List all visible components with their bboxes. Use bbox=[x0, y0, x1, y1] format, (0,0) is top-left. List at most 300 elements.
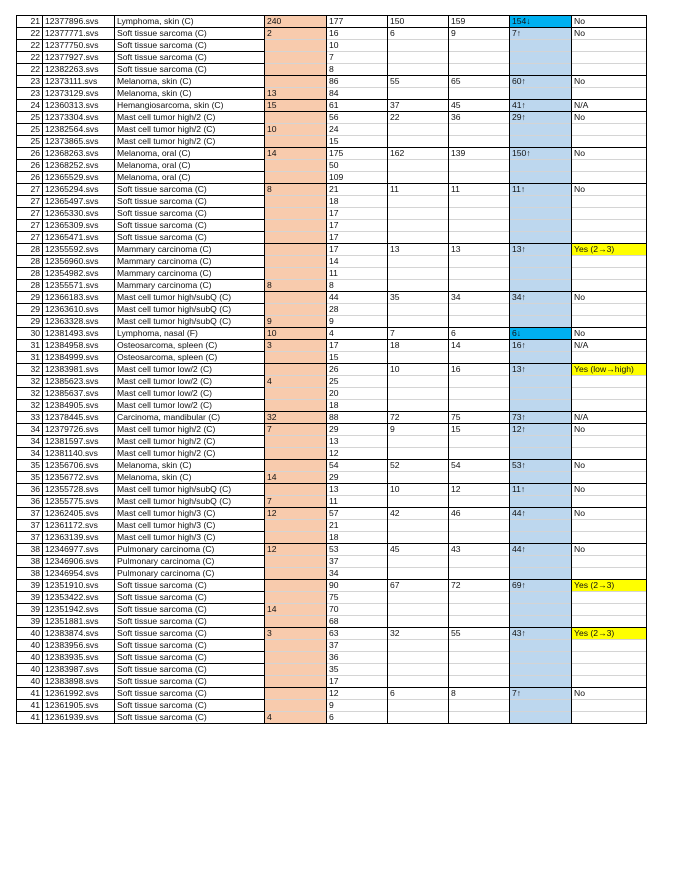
case-id-cell: 40 bbox=[17, 640, 43, 652]
count-b-cell: 13 bbox=[388, 244, 449, 256]
diagnosis-cell: Mammary carcinoma (C) bbox=[115, 280, 265, 292]
count-blue-cell: 6↓ bbox=[510, 328, 572, 340]
count-b-cell bbox=[388, 160, 449, 172]
case-id-cell: 32 bbox=[17, 364, 43, 376]
count-blue-cell: 154↓ bbox=[510, 16, 572, 28]
count-c-cell: 43 bbox=[449, 544, 510, 556]
diagnosis-cell: Mast cell tumor high/subQ (C) bbox=[115, 316, 265, 328]
slide-file-cell: 12365529.svs bbox=[43, 172, 115, 184]
count-c-cell: 34 bbox=[449, 292, 510, 304]
count-a-cell: 68 bbox=[327, 616, 388, 628]
change-cell: No bbox=[572, 28, 647, 40]
change-cell bbox=[572, 496, 647, 508]
change-cell: Yes (2→3) bbox=[572, 628, 647, 640]
diagnosis-cell: Osteosarcoma, spleen (C) bbox=[115, 340, 265, 352]
slide-file-cell: 12382263.svs bbox=[43, 64, 115, 76]
slide-file-cell: 12361905.svs bbox=[43, 700, 115, 712]
change-cell bbox=[572, 520, 647, 532]
change-cell bbox=[572, 232, 647, 244]
case-id-cell: 30 bbox=[17, 328, 43, 340]
case-id-cell: 31 bbox=[17, 340, 43, 352]
count-orange-cell bbox=[265, 688, 327, 700]
count-b-cell bbox=[388, 532, 449, 544]
count-orange-cell bbox=[265, 76, 327, 88]
diagnosis-cell: Soft tissue sarcoma (C) bbox=[115, 616, 265, 628]
change-cell bbox=[572, 316, 647, 328]
table-row bbox=[17, 184, 647, 196]
count-a-cell: 15 bbox=[327, 352, 388, 364]
slide-file-cell: 12384905.svs bbox=[43, 400, 115, 412]
slide-data-table bbox=[16, 15, 647, 724]
count-c-cell bbox=[449, 448, 510, 460]
change-cell bbox=[572, 352, 647, 364]
case-id-cell: 38 bbox=[17, 568, 43, 580]
slide-file-cell: 12373129.svs bbox=[43, 88, 115, 100]
count-c-cell bbox=[449, 568, 510, 580]
change-cell: No bbox=[572, 688, 647, 700]
change-cell: No bbox=[572, 292, 647, 304]
count-blue-cell bbox=[510, 88, 572, 100]
table-row bbox=[17, 628, 647, 640]
count-b-cell bbox=[388, 232, 449, 244]
case-id-cell: 40 bbox=[17, 664, 43, 676]
change-cell bbox=[572, 304, 647, 316]
slide-file-cell: 12361992.svs bbox=[43, 688, 115, 700]
count-blue-cell bbox=[510, 592, 572, 604]
case-id-cell: 40 bbox=[17, 652, 43, 664]
table-row bbox=[17, 16, 647, 28]
case-id-cell: 28 bbox=[17, 280, 43, 292]
diagnosis-cell: Pulmonary carcinoma (C) bbox=[115, 556, 265, 568]
slide-file-cell: 12361172.svs bbox=[43, 520, 115, 532]
count-c-cell bbox=[449, 520, 510, 532]
count-b-cell bbox=[388, 220, 449, 232]
case-id-cell: 39 bbox=[17, 592, 43, 604]
diagnosis-cell: Mast cell tumor high/2 (C) bbox=[115, 424, 265, 436]
count-orange-cell: 13 bbox=[265, 88, 327, 100]
count-orange-cell: 4 bbox=[265, 376, 327, 388]
diagnosis-cell: Soft tissue sarcoma (C) bbox=[115, 208, 265, 220]
count-b-cell: 72 bbox=[388, 412, 449, 424]
count-orange-cell: 3 bbox=[265, 628, 327, 640]
count-blue-cell bbox=[510, 316, 572, 328]
count-orange-cell bbox=[265, 292, 327, 304]
count-blue-cell: 29↑ bbox=[510, 112, 572, 124]
count-orange-cell bbox=[265, 256, 327, 268]
count-a-cell: 13 bbox=[327, 484, 388, 496]
change-cell bbox=[572, 664, 647, 676]
change-cell bbox=[572, 400, 647, 412]
count-b-cell bbox=[388, 208, 449, 220]
diagnosis-cell: Mast cell tumor high/2 (C) bbox=[115, 136, 265, 148]
count-orange-cell: 14 bbox=[265, 148, 327, 160]
change-cell bbox=[572, 124, 647, 136]
diagnosis-cell: Soft tissue sarcoma (C) bbox=[115, 688, 265, 700]
count-b-cell bbox=[388, 52, 449, 64]
diagnosis-cell: Soft tissue sarcoma (C) bbox=[115, 604, 265, 616]
count-blue-cell bbox=[510, 436, 572, 448]
count-b-cell: 6 bbox=[388, 688, 449, 700]
count-c-cell bbox=[449, 256, 510, 268]
count-b-cell: 37 bbox=[388, 100, 449, 112]
count-b-cell bbox=[388, 124, 449, 136]
change-cell bbox=[572, 64, 647, 76]
slide-file-cell: 12365330.svs bbox=[43, 208, 115, 220]
count-blue-cell bbox=[510, 136, 572, 148]
count-c-cell bbox=[449, 268, 510, 280]
slide-file-cell: 12383956.svs bbox=[43, 640, 115, 652]
count-orange-cell: 14 bbox=[265, 604, 327, 616]
change-cell: No bbox=[572, 544, 647, 556]
case-id-cell: 39 bbox=[17, 604, 43, 616]
diagnosis-cell: Mast cell tumor high/subQ (C) bbox=[115, 304, 265, 316]
table-row bbox=[17, 40, 647, 52]
slide-file-cell: 12366183.svs bbox=[43, 292, 115, 304]
case-id-cell: 29 bbox=[17, 316, 43, 328]
count-blue-cell bbox=[510, 52, 572, 64]
count-blue-cell: 44↑ bbox=[510, 508, 572, 520]
count-c-cell bbox=[449, 160, 510, 172]
case-id-cell: 22 bbox=[17, 64, 43, 76]
count-c-cell bbox=[449, 676, 510, 688]
count-c-cell bbox=[449, 172, 510, 184]
slide-file-cell: 12379726.svs bbox=[43, 424, 115, 436]
slide-file-cell: 12381597.svs bbox=[43, 436, 115, 448]
table-row bbox=[17, 292, 647, 304]
count-blue-cell bbox=[510, 568, 572, 580]
diagnosis-cell: Soft tissue sarcoma (C) bbox=[115, 652, 265, 664]
case-id-cell: 32 bbox=[17, 376, 43, 388]
diagnosis-cell: Hemangiosarcoma, skin (C) bbox=[115, 100, 265, 112]
count-a-cell: 61 bbox=[327, 100, 388, 112]
table-row bbox=[17, 556, 647, 568]
change-cell: No bbox=[572, 328, 647, 340]
slide-file-cell: 12373304.svs bbox=[43, 112, 115, 124]
change-cell: No bbox=[572, 184, 647, 196]
count-a-cell: 21 bbox=[327, 520, 388, 532]
count-c-cell bbox=[449, 436, 510, 448]
slide-file-cell: 12346977.svs bbox=[43, 544, 115, 556]
change-cell bbox=[572, 376, 647, 388]
count-b-cell: 18 bbox=[388, 340, 449, 352]
count-a-cell: 14 bbox=[327, 256, 388, 268]
count-b-cell bbox=[388, 40, 449, 52]
change-cell bbox=[572, 160, 647, 172]
case-id-cell: 38 bbox=[17, 556, 43, 568]
count-blue-cell bbox=[510, 64, 572, 76]
case-id-cell: 37 bbox=[17, 508, 43, 520]
table-row bbox=[17, 496, 647, 508]
diagnosis-cell: Soft tissue sarcoma (C) bbox=[115, 592, 265, 604]
table-row bbox=[17, 208, 647, 220]
count-blue-cell: 44↑ bbox=[510, 544, 572, 556]
count-blue-cell bbox=[510, 352, 572, 364]
slide-file-cell: 12377771.svs bbox=[43, 28, 115, 40]
diagnosis-cell: Mast cell tumor low/2 (C) bbox=[115, 364, 265, 376]
change-cell: No bbox=[572, 424, 647, 436]
table-row bbox=[17, 100, 647, 112]
count-a-cell: 18 bbox=[327, 196, 388, 208]
diagnosis-cell: Melanoma, skin (C) bbox=[115, 76, 265, 88]
count-a-cell: 88 bbox=[327, 412, 388, 424]
count-b-cell bbox=[388, 712, 449, 724]
count-blue-cell: 13↑ bbox=[510, 364, 572, 376]
diagnosis-cell: Mast cell tumor high/2 (C) bbox=[115, 448, 265, 460]
table-row bbox=[17, 580, 647, 592]
count-orange-cell bbox=[265, 136, 327, 148]
count-c-cell: 55 bbox=[449, 628, 510, 640]
case-id-cell: 21 bbox=[17, 16, 43, 28]
diagnosis-cell: Soft tissue sarcoma (C) bbox=[115, 700, 265, 712]
table-row bbox=[17, 400, 647, 412]
count-c-cell bbox=[449, 208, 510, 220]
diagnosis-cell: Melanoma, skin (C) bbox=[115, 472, 265, 484]
count-b-cell bbox=[388, 568, 449, 580]
table-row bbox=[17, 532, 647, 544]
table-row bbox=[17, 76, 647, 88]
count-c-cell bbox=[449, 700, 510, 712]
count-orange-cell bbox=[265, 556, 327, 568]
diagnosis-cell: Pulmonary carcinoma (C) bbox=[115, 568, 265, 580]
count-a-cell: 11 bbox=[327, 496, 388, 508]
count-a-cell: 26 bbox=[327, 364, 388, 376]
slide-file-cell: 12383987.svs bbox=[43, 664, 115, 676]
count-blue-cell bbox=[510, 268, 572, 280]
count-blue-cell bbox=[510, 220, 572, 232]
count-b-cell: 55 bbox=[388, 76, 449, 88]
slide-file-cell: 12385623.svs bbox=[43, 376, 115, 388]
diagnosis-cell: Soft tissue sarcoma (C) bbox=[115, 196, 265, 208]
count-a-cell: 17 bbox=[327, 340, 388, 352]
slide-file-cell: 12381493.svs bbox=[43, 328, 115, 340]
case-id-cell: 31 bbox=[17, 352, 43, 364]
count-orange-cell bbox=[265, 676, 327, 688]
slide-file-cell: 12363139.svs bbox=[43, 532, 115, 544]
count-c-cell bbox=[449, 400, 510, 412]
count-a-cell: 21 bbox=[327, 184, 388, 196]
count-a-cell: 18 bbox=[327, 532, 388, 544]
change-cell: No bbox=[572, 76, 647, 88]
slide-file-cell: 12363610.svs bbox=[43, 304, 115, 316]
table-row bbox=[17, 616, 647, 628]
diagnosis-cell: Melanoma, skin (C) bbox=[115, 88, 265, 100]
case-id-cell: 40 bbox=[17, 628, 43, 640]
count-b-cell: 9 bbox=[388, 424, 449, 436]
diagnosis-cell: Soft tissue sarcoma (C) bbox=[115, 64, 265, 76]
count-a-cell: 7 bbox=[327, 52, 388, 64]
count-blue-cell bbox=[510, 40, 572, 52]
count-a-cell: 9 bbox=[327, 700, 388, 712]
table-row bbox=[17, 508, 647, 520]
table-row bbox=[17, 652, 647, 664]
slide-file-cell: 12383874.svs bbox=[43, 628, 115, 640]
diagnosis-cell: Soft tissue sarcoma (C) bbox=[115, 52, 265, 64]
case-id-cell: 39 bbox=[17, 580, 43, 592]
table-row bbox=[17, 64, 647, 76]
count-a-cell: 29 bbox=[327, 424, 388, 436]
count-a-cell: 86 bbox=[327, 76, 388, 88]
count-c-cell bbox=[449, 532, 510, 544]
count-b-cell bbox=[388, 616, 449, 628]
case-id-cell: 41 bbox=[17, 688, 43, 700]
count-blue-cell bbox=[510, 196, 572, 208]
count-a-cell: 11 bbox=[327, 268, 388, 280]
count-blue-cell: 53↑ bbox=[510, 460, 572, 472]
diagnosis-cell: Soft tissue sarcoma (C) bbox=[115, 664, 265, 676]
slide-file-cell: 12368252.svs bbox=[43, 160, 115, 172]
change-cell bbox=[572, 88, 647, 100]
count-orange-cell: 10 bbox=[265, 328, 327, 340]
count-b-cell bbox=[388, 676, 449, 688]
count-c-cell bbox=[449, 220, 510, 232]
count-c-cell bbox=[449, 232, 510, 244]
change-cell bbox=[572, 472, 647, 484]
diagnosis-cell: Melanoma, oral (C) bbox=[115, 160, 265, 172]
count-c-cell: 72 bbox=[449, 580, 510, 592]
table-row bbox=[17, 484, 647, 496]
change-cell: N/A bbox=[572, 340, 647, 352]
count-blue-cell bbox=[510, 124, 572, 136]
count-a-cell: 75 bbox=[327, 592, 388, 604]
count-c-cell: 13 bbox=[449, 244, 510, 256]
count-blue-cell bbox=[510, 616, 572, 628]
change-cell bbox=[572, 52, 647, 64]
change-cell bbox=[572, 700, 647, 712]
table-row bbox=[17, 160, 647, 172]
count-b-cell: 6 bbox=[388, 28, 449, 40]
diagnosis-cell: Soft tissue sarcoma (C) bbox=[115, 712, 265, 724]
table-row bbox=[17, 436, 647, 448]
change-cell: Yes (2→3) bbox=[572, 580, 647, 592]
count-blue-cell: 41↑ bbox=[510, 100, 572, 112]
change-cell: Yes (2→3) bbox=[572, 244, 647, 256]
case-id-cell: 41 bbox=[17, 700, 43, 712]
slide-file-cell: 12377896.svs bbox=[43, 16, 115, 28]
table-row bbox=[17, 460, 647, 472]
change-cell: No bbox=[572, 112, 647, 124]
count-c-cell: 14 bbox=[449, 340, 510, 352]
case-id-cell: 32 bbox=[17, 400, 43, 412]
count-b-cell: 32 bbox=[388, 628, 449, 640]
count-c-cell: 36 bbox=[449, 112, 510, 124]
count-a-cell: 53 bbox=[327, 544, 388, 556]
diagnosis-cell: Mast cell tumor high/2 (C) bbox=[115, 112, 265, 124]
count-a-cell: 18 bbox=[327, 400, 388, 412]
case-id-cell: 37 bbox=[17, 520, 43, 532]
count-blue-cell: 13↑ bbox=[510, 244, 572, 256]
count-orange-cell: 14 bbox=[265, 472, 327, 484]
count-orange-cell: 7 bbox=[265, 496, 327, 508]
count-a-cell: 84 bbox=[327, 88, 388, 100]
count-blue-cell: 16↑ bbox=[510, 340, 572, 352]
count-blue-cell bbox=[510, 652, 572, 664]
count-orange-cell: 8 bbox=[265, 184, 327, 196]
count-a-cell: 12 bbox=[327, 688, 388, 700]
count-orange-cell bbox=[265, 220, 327, 232]
count-b-cell bbox=[388, 280, 449, 292]
diagnosis-cell: Mammary carcinoma (C) bbox=[115, 244, 265, 256]
count-c-cell: 65 bbox=[449, 76, 510, 88]
count-c-cell bbox=[449, 136, 510, 148]
table-row bbox=[17, 412, 647, 424]
count-c-cell bbox=[449, 604, 510, 616]
change-cell: No bbox=[572, 148, 647, 160]
count-a-cell: 17 bbox=[327, 232, 388, 244]
table-row bbox=[17, 592, 647, 604]
table-row bbox=[17, 448, 647, 460]
slide-file-cell: 12384958.svs bbox=[43, 340, 115, 352]
count-c-cell bbox=[449, 196, 510, 208]
count-blue-cell: 73↑ bbox=[510, 412, 572, 424]
count-a-cell: 16 bbox=[327, 28, 388, 40]
count-c-cell: 16 bbox=[449, 364, 510, 376]
count-b-cell: 162 bbox=[388, 148, 449, 160]
change-cell bbox=[572, 448, 647, 460]
case-id-cell: 26 bbox=[17, 160, 43, 172]
case-id-cell: 27 bbox=[17, 220, 43, 232]
count-b-cell bbox=[388, 400, 449, 412]
table-row bbox=[17, 244, 647, 256]
count-orange-cell bbox=[265, 400, 327, 412]
slide-file-cell: 12373111.svs bbox=[43, 76, 115, 88]
change-cell bbox=[572, 40, 647, 52]
slide-file-cell: 12365497.svs bbox=[43, 196, 115, 208]
count-blue-cell bbox=[510, 556, 572, 568]
table-row bbox=[17, 52, 647, 64]
count-blue-cell bbox=[510, 304, 572, 316]
diagnosis-cell: Lymphoma, skin (C) bbox=[115, 16, 265, 28]
count-orange-cell bbox=[265, 352, 327, 364]
case-id-cell: 22 bbox=[17, 52, 43, 64]
count-orange-cell: 4 bbox=[265, 712, 327, 724]
count-c-cell bbox=[449, 556, 510, 568]
change-cell: No bbox=[572, 16, 647, 28]
change-cell bbox=[572, 280, 647, 292]
count-blue-cell: 11↑ bbox=[510, 484, 572, 496]
count-blue-cell bbox=[510, 496, 572, 508]
slide-file-cell: 12356706.svs bbox=[43, 460, 115, 472]
change-cell bbox=[572, 640, 647, 652]
table-row bbox=[17, 604, 647, 616]
count-c-cell bbox=[449, 652, 510, 664]
slide-file-cell: 12353422.svs bbox=[43, 592, 115, 604]
case-id-cell: 38 bbox=[17, 544, 43, 556]
slide-file-cell: 12365309.svs bbox=[43, 220, 115, 232]
count-a-cell: 90 bbox=[327, 580, 388, 592]
case-id-cell: 29 bbox=[17, 292, 43, 304]
slide-file-cell: 12346954.svs bbox=[43, 568, 115, 580]
diagnosis-cell: Mast cell tumor high/subQ (C) bbox=[115, 496, 265, 508]
case-id-cell: 25 bbox=[17, 112, 43, 124]
diagnosis-cell: Soft tissue sarcoma (C) bbox=[115, 40, 265, 52]
case-id-cell: 37 bbox=[17, 532, 43, 544]
change-cell: No bbox=[572, 484, 647, 496]
diagnosis-cell: Soft tissue sarcoma (C) bbox=[115, 220, 265, 232]
count-b-cell bbox=[388, 64, 449, 76]
change-cell bbox=[572, 652, 647, 664]
count-a-cell: 15 bbox=[327, 136, 388, 148]
slide-file-cell: 12351910.svs bbox=[43, 580, 115, 592]
diagnosis-cell: Mast cell tumor low/2 (C) bbox=[115, 376, 265, 388]
count-a-cell: 177 bbox=[327, 16, 388, 28]
count-c-cell: 54 bbox=[449, 460, 510, 472]
count-b-cell bbox=[388, 388, 449, 400]
change-cell bbox=[572, 568, 647, 580]
count-b-cell: 11 bbox=[388, 184, 449, 196]
count-orange-cell bbox=[265, 388, 327, 400]
slide-file-cell: 12356772.svs bbox=[43, 472, 115, 484]
count-orange-cell bbox=[265, 460, 327, 472]
